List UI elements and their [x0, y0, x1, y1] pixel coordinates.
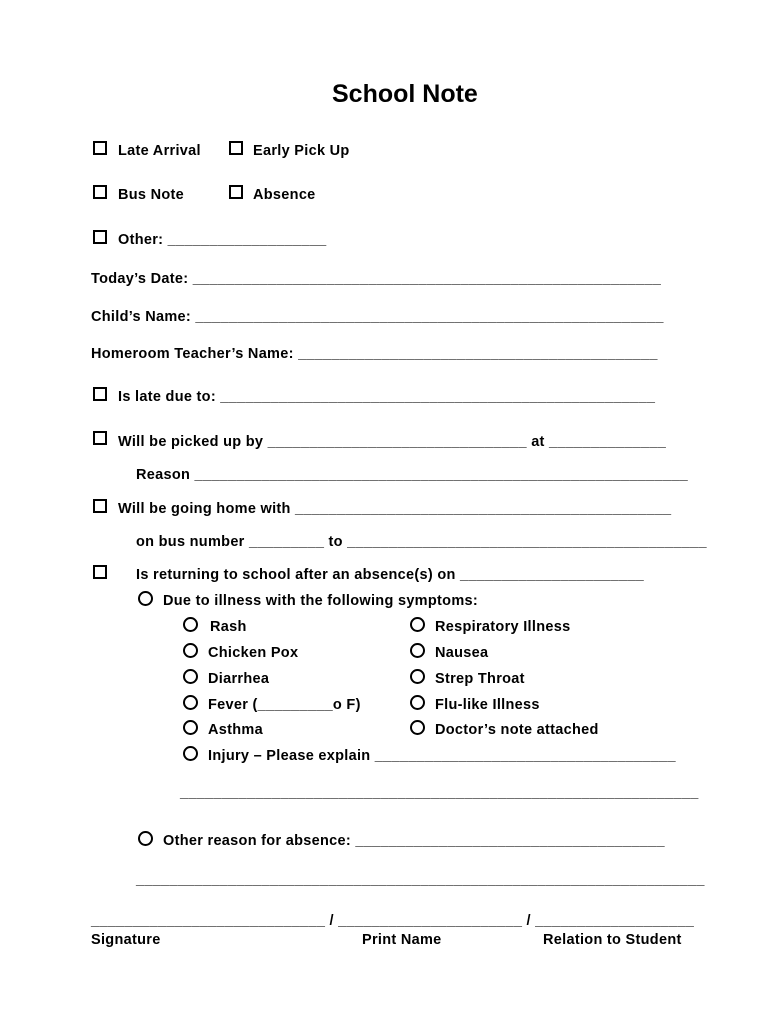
symptom-label: Strep Throat [435, 671, 525, 687]
illness-radio[interactable] [138, 591, 153, 606]
injury-radio[interactable] [183, 746, 198, 761]
symptom-label: Chicken Pox [208, 645, 299, 661]
picked-up-field[interactable]: Will be picked up by _______________________________ at ______________ [118, 434, 667, 450]
picked-up-checkbox[interactable] [93, 431, 107, 445]
symptom-radio-nausea[interactable] [410, 643, 425, 658]
injury-line-2[interactable]: ______________________________________________________________ [180, 785, 699, 801]
symptom-label: Nausea [435, 645, 489, 661]
late-due-checkbox[interactable] [93, 387, 107, 401]
other-field[interactable]: Other: ___________________ [118, 232, 327, 248]
bus-number-field[interactable]: on bus number _________ to ___________________________________________ [136, 534, 707, 550]
symptom-radio-rash[interactable] [183, 617, 198, 632]
going-home-field[interactable]: Will be going home with _____________________________________________ [118, 501, 672, 517]
symptom-label: Asthma [208, 722, 263, 738]
going-home-checkbox[interactable] [93, 499, 107, 513]
returning-field[interactable]: Is returning to school after an absence(s) on ______________________ [136, 567, 645, 583]
symptom-radio-flu-like[interactable] [410, 695, 425, 710]
early-pick-up-label: Early Pick Up [253, 143, 350, 159]
other-reason-line-2[interactable]: ____________________________________________________________________ [136, 872, 705, 888]
illness-label: Due to illness with the following symptoms: [163, 593, 478, 609]
symptom-label: Doctor’s note attached [435, 722, 599, 738]
symptom-radio-doctors-note[interactable] [410, 720, 425, 735]
symptom-radio-respiratory[interactable] [410, 617, 425, 632]
symptom-label: Flu-like Illness [435, 697, 540, 713]
pickup-reason-field[interactable]: Reason ___________________________________________________________ [136, 467, 688, 483]
symptom-label: Rash [210, 619, 247, 635]
symptom-radio-chicken-pox[interactable] [183, 643, 198, 658]
other-reason-field[interactable]: Other reason for absence: _____________________________________ [163, 833, 665, 849]
relation-label: Relation to Student [543, 932, 682, 948]
page-title: School Note [332, 80, 478, 108]
late-due-field[interactable]: Is late due to: ____________________________________________________ [118, 389, 656, 405]
todays-date-field[interactable]: Today’s Date: ________________________________________________________ [91, 271, 662, 287]
homeroom-teacher-field[interactable]: Homeroom Teacher’s Name: ___________________________________________ [91, 346, 658, 362]
absence-label: Absence [253, 187, 316, 203]
absence-checkbox[interactable] [229, 185, 243, 199]
symptom-label: Diarrhea [208, 671, 270, 687]
early-pick-up-checkbox[interactable] [229, 141, 243, 155]
signature-line[interactable]: ____________________________ / ______________________ / ___________________ [91, 913, 695, 929]
symptom-label[interactable]: Fever (_________o F) [208, 697, 361, 713]
print-name-label: Print Name [362, 932, 442, 948]
symptom-label: Respiratory Illness [435, 619, 571, 635]
bus-note-checkbox[interactable] [93, 185, 107, 199]
injury-field[interactable]: Injury – Please explain ____________________________________ [208, 748, 676, 764]
returning-checkbox[interactable] [93, 565, 107, 579]
late-arrival-checkbox[interactable] [93, 141, 107, 155]
other-reason-radio[interactable] [138, 831, 153, 846]
symptom-radio-asthma[interactable] [183, 720, 198, 735]
childs-name-field[interactable]: Child’s Name: ________________________________________________________ [91, 309, 664, 325]
signature-label: Signature [91, 932, 161, 948]
late-arrival-label: Late Arrival [118, 143, 201, 159]
symptom-radio-diarrhea[interactable] [183, 669, 198, 684]
bus-note-label: Bus Note [118, 187, 185, 203]
other-checkbox[interactable] [93, 230, 107, 244]
symptom-radio-fever[interactable] [183, 695, 198, 710]
symptom-radio-strep-throat[interactable] [410, 669, 425, 684]
